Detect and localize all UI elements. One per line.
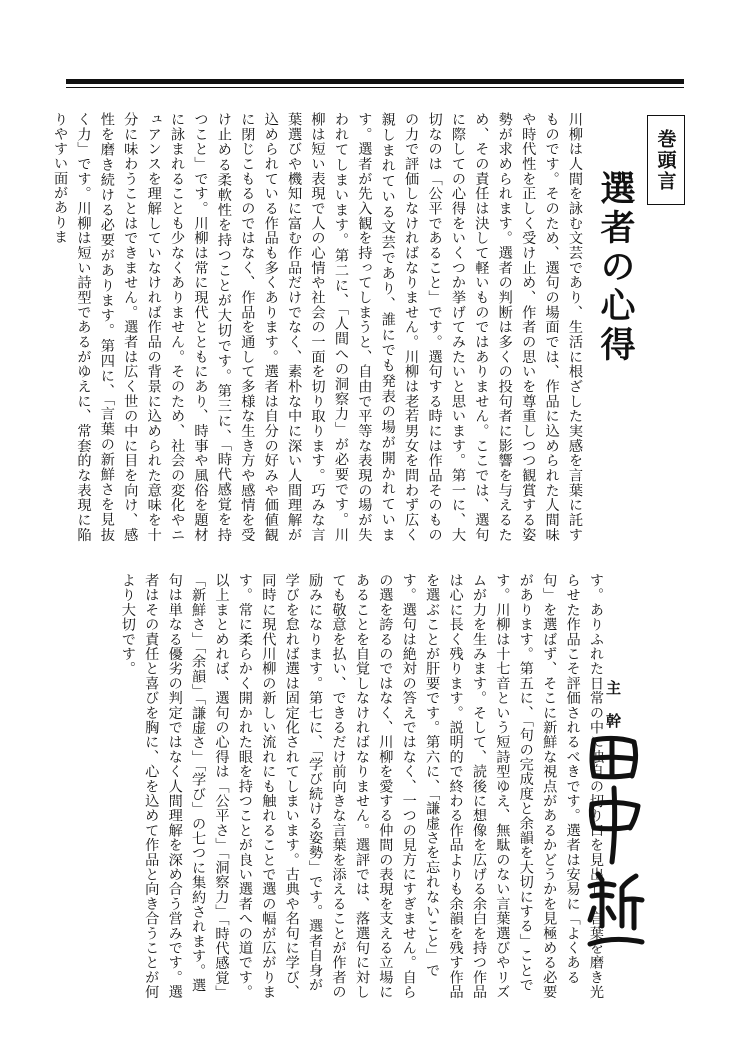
header-rule-thin [66, 87, 684, 88]
author-signature [580, 730, 650, 960]
page-title: 選者の心得 [595, 170, 635, 365]
section-badge-label: 巻頭言 [654, 128, 677, 192]
section-badge [647, 115, 685, 205]
article-body-top [48, 112, 586, 542]
header-rule-thick [66, 79, 684, 84]
article-body-bottom [115, 573, 607, 1003]
author-role: 主幹 [604, 680, 622, 746]
article-text-bottom: す。ありふれた日常の中に独自の切り口を見出し、言葉を磨き光らせた作品こそ評価されるべきです。選者は安易に「よくある句」を選ばず、そこに新鮮な視点があるかどうかを見極める必要があります。第五に、「句の完成度と余韻を大切にする」ことです。川柳は十七音という短詩型ゆえ、無駄のない言葉選びやリズムが力を生みます。そして、読後に想像を広げる余白を持つ作品は心に長く残ります。説明的で終わる作品よりも余韻を残す作品を選ぶことが肝要です。第六に、「謙虚さを忘れないこと」です。選句は絶対の答えではなく、一つの見方にすぎません。自らの選を誇るのではなく、川柳を愛する仲間の表現を支える立場にあることを自覚しなければなりません。選評では、落選句に対しても敬意を払い、できるだけ前向きな言葉を添えることが作者の励みになります。第七に、「学び続ける姿勢」です。選者自身が学びを怠れば選は固定化されてしまいます。古典や名句に学び、同時に現代川柳の新しい流れにも触れることで選の幅が広がります。常に柔らかく開かれた眼を持つことが良い選者への道です。以上まとめれば、選句の心得は「公平さ」「洞察力」「時代感覚」「新鮮さ」「余韻」「謙虚さ」「学び」の七つに集約されます。選句は単なる優劣の判定ではなく人間理解を深め合う営みです。選者はその責任と喜びを胸に、心を込めて作品と向き合うことが何より大切です。 [119, 573, 604, 1000]
article-text-top: 川柳は人間を詠む文芸であり、生活に根ざした実感を言葉に託すものです。そのため、選句の場面では、作品に込められた人間味や時代性を正しく受け止め、作者の思いを尊重しつつ観賞する姿勢が求められます。選者の判断は多くの投句者に影響を与えるため、その責任は決して軽いものではありません。ここでは、選句に際しての心得をいくつか挙げてみたいと思います。第一に、大切なのは「公平であること」です。選句する時には作品そのものの力で評価しなければなりません。川柳は老若男女を問わず広く親しまれている文芸であり、誰にでも発表の場が開かれています。選者が先入観を持ってしまうと、自由で平等な表現の場が失われてしまいます。第二に、「人間への洞察力」が必要です。川柳は短い表現で人の心情や社会の一面を切り取ります。巧みな言葉選びや機知に富む作品だけでなく、素朴な中に深い人間理解が込められている作品も多くあります。選者は自分の好みや価値観に閉じこもるのではなく、作品を通して多様な生き方や感情を受け止める柔軟性を持つことが大切です。第三に、「時代感覚を持つこと」です。川柳は常に現代とともにあり、時事や風俗を題材に詠まれることも少なくありません。そのため、社会の変化やニュアンスを理解していなければ作品の背景に込められた意味を十分に味わうことはできません。選者は広く世の中に目を向け、感性を磨き続ける必要があります。第四に、「言葉の新鮮さを見抜く力」です。川柳は短い詩型であるがゆえに、常套的な表現に陥りやすい面がありま [52, 112, 583, 542]
